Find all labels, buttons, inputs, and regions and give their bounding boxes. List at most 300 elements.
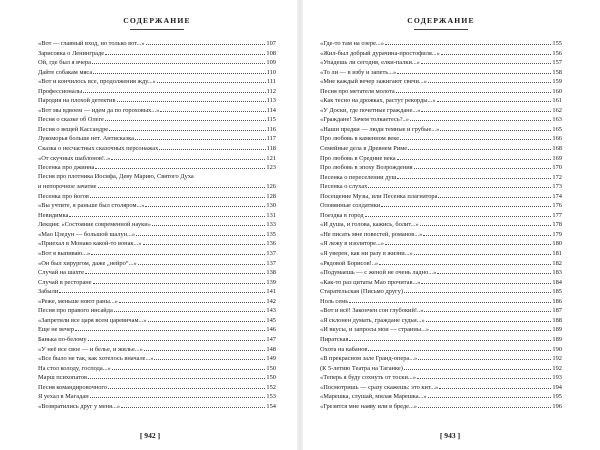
toc-leader-dots — [105, 48, 265, 55]
toc-entry-page: 174 — [552, 192, 562, 200]
toc-entry-page: 150 — [266, 364, 276, 372]
toc-entry — [38, 172, 276, 182]
toc-entry — [38, 267, 276, 277]
toc-entry-title: «Где-то там на озере...» — [320, 40, 384, 47]
toc-entry-page: 195 — [552, 393, 562, 401]
toc-entry-page: 184 — [552, 278, 562, 286]
toc-entry-title: «Вот мы вдвоем — идем да по гороховых...» — [38, 106, 160, 114]
toc-entry-title: «Возвратились друг у меня...» — [38, 402, 121, 410]
toc-leader-dots — [152, 219, 266, 226]
toc-entry — [320, 229, 562, 239]
toc-entry — [320, 363, 562, 373]
toc-leader-dots — [136, 229, 265, 236]
toc-entry — [320, 286, 562, 296]
toc-entry — [38, 372, 276, 382]
toc-entry — [38, 401, 276, 411]
toc-entry-page: 160 — [552, 87, 562, 95]
toc-entry-title: «Приехал в Монако какой-то вонак...» — [38, 240, 142, 248]
toc-entry — [38, 324, 276, 334]
toc-entry-title: «Все было не так, как хотелось вначале...» — [38, 355, 154, 363]
toc-entry — [38, 363, 276, 373]
toc-entry-title: «Грезится мне наяву или в бреде...» — [320, 402, 417, 410]
toc-entry — [38, 67, 276, 77]
toc-leader-dots — [148, 315, 266, 322]
toc-leader-dots — [157, 76, 266, 83]
toc-entry — [320, 382, 562, 392]
toc-leader-dots — [121, 401, 265, 408]
toc-leader-dots — [146, 38, 266, 45]
toc-entry-page: 173 — [552, 183, 562, 191]
toc-entry-title: Невидимка — [38, 211, 69, 219]
toc-leader-dots — [424, 305, 551, 312]
toc-entry-title: Песенка о переселении душ — [320, 173, 397, 181]
toc-entry-page: 111 — [266, 78, 276, 86]
toc-leader-dots — [88, 372, 265, 379]
toc-entry-page: 130 — [266, 202, 276, 210]
toc-entry-title: Про любовь в Средние века — [320, 154, 396, 162]
toc-entry-title: Зарисовка о Ленинграде — [38, 49, 105, 57]
toc-entry-page: 153 — [266, 393, 276, 401]
toc-entry-title: Песенка про йогов — [38, 192, 89, 200]
toc-entry-page: 135 — [266, 230, 276, 238]
toc-entry-page: 157 — [552, 59, 562, 67]
toc-entry — [38, 143, 276, 153]
toc-entry — [320, 153, 562, 163]
toc-entry-page: 149 — [266, 355, 276, 363]
toc-entry-title: Случай на шахте — [38, 269, 84, 277]
toc-leader-dots — [428, 76, 552, 83]
toc-entry-page: 112 — [266, 87, 276, 95]
toc-entry-page: 158 — [552, 68, 562, 76]
toc-entry-title: «Как-то раз цитаты Мао прочитав...» — [320, 278, 421, 286]
toc-entry — [320, 67, 562, 77]
toc-entry-title: «Упадешь ли сегодня, елки-палки...» — [320, 59, 420, 67]
toc-entry-title: Ой, где был я вчера — [38, 59, 91, 67]
toc-leader-dots — [98, 181, 266, 188]
toc-entry-page: 114 — [266, 106, 276, 114]
toc-leader-dots — [396, 86, 552, 93]
toc-entry-title: Семейные дела в Древнем Риме — [320, 145, 408, 153]
toc-entry-title: «Жил-был добрый дурачина-простофиля...» — [320, 49, 440, 57]
toc-entry-page: 181 — [552, 250, 562, 258]
toc-entry — [320, 172, 562, 182]
toc-leader-dots — [105, 114, 266, 121]
toc-entry-title: «Посмотришь — сразу скажешь: это кит...» — [320, 383, 439, 391]
toc-entry — [320, 38, 562, 48]
toc-leader-dots — [417, 372, 551, 379]
toc-entry-page: 146 — [266, 326, 276, 334]
toc-entry-title: «Теперь я буду сохнуть от тоски...» — [320, 374, 416, 382]
toc-entry-title: Песня про правого инсайда — [38, 307, 113, 315]
toc-entry-title: Оловянные солдатики — [320, 202, 381, 210]
toc-entry — [38, 382, 276, 392]
toc-leader-dots — [145, 200, 265, 207]
toc-entry-page: 180 — [552, 240, 562, 248]
toc-entry-title: Дайте собакам мяса — [38, 68, 93, 76]
toc-entry-title: «И душа, и голова, кажись, болит...» — [320, 221, 419, 229]
toc-entry — [320, 219, 562, 229]
toc-entry-title: Еще не вечер — [38, 326, 75, 334]
toc-entry — [38, 344, 276, 354]
toc-entry-page: 165 — [552, 125, 562, 133]
toc-leader-dots — [421, 277, 551, 284]
toc-entry — [320, 334, 562, 344]
toc-leader-dots — [83, 86, 265, 93]
toc-entry-title: Старательская (Письмо другу) — [320, 288, 403, 296]
toc-entry-page: 188 — [552, 316, 562, 324]
toc-entry-page: 194 — [552, 383, 562, 391]
toc-entry-title: «У неё все свое — и белье, и жилье...» — [38, 345, 143, 353]
toc-entry-page: 185 — [552, 288, 562, 296]
toc-entry-title: «Граждане! Зачем толкаетесь?..» — [320, 116, 409, 124]
toc-entry-title: Сказка о несчастных сказочных персонажах — [38, 145, 159, 153]
toc-entry-title: Песня про метателя молота — [320, 87, 395, 95]
toc-leader-dots — [379, 258, 551, 265]
toc-entry-page: 156 — [552, 49, 562, 57]
toc-leader-dots — [59, 286, 265, 293]
toc-entry — [38, 248, 276, 258]
toc-entry — [38, 334, 276, 344]
toc-entry-title: «То ли — в избу и запеть...» — [320, 68, 397, 76]
toc-entry — [38, 38, 276, 48]
toc-leader-dots — [112, 363, 266, 370]
toc-entry — [320, 57, 562, 67]
toc-entry-title: «Как тесно на дрожках, растут рекорды...» — [320, 97, 436, 105]
toc-entry-page: 179 — [552, 230, 562, 238]
toc-entry — [38, 315, 276, 325]
toc-leader-dots — [368, 344, 551, 351]
toc-entry — [320, 315, 562, 325]
toc-entry-title: «Подумаешь — с женой не очень ладно...» — [320, 269, 437, 277]
toc-entry-page: 168 — [552, 145, 562, 153]
toc-entry-page: 192 — [552, 355, 562, 363]
toc-leader-dots — [135, 133, 266, 140]
toc-entry — [320, 210, 562, 220]
toc-entry — [38, 277, 276, 287]
toc-entry — [38, 391, 276, 401]
toc-entry-title: «У Доски, где почетные граждане...» — [320, 106, 421, 114]
toc-entry-title: Ноль семь — [320, 297, 349, 305]
toc-entry-title: «Я уверен, как ни разу в жизни...» — [320, 250, 413, 258]
toc-entry — [320, 76, 562, 86]
toc-entry-title: Охота на кабанов — [320, 345, 368, 353]
toc-leader-dots — [381, 200, 551, 207]
toc-entry-page: 172 — [552, 173, 562, 181]
toc-leader-dots — [423, 229, 551, 236]
toc-entry-page: 126 — [266, 183, 276, 191]
toc-entry — [38, 229, 276, 239]
toc-entry-page: 118 — [266, 145, 276, 153]
toc-leader-dots — [195, 172, 275, 178]
toc-entry-title: «Вот — главный вход, но только вот...» — [38, 40, 145, 47]
toc-leader-dots — [404, 286, 551, 293]
toc-entry — [38, 219, 276, 229]
toc-entry-title: Забыли — [38, 288, 59, 296]
toc-leader-dots — [421, 57, 552, 64]
toc-entry-page: 182 — [552, 259, 562, 267]
toc-entry — [320, 324, 562, 334]
toc-entry-title: Песня про плотника Иосифа, Деву Марию, Святого Духа — [38, 172, 194, 180]
toc-entry-page: 152 — [266, 383, 276, 391]
toc-entry-page: 121 — [266, 154, 276, 162]
toc-entry — [320, 162, 562, 172]
toc-entry-title: «Марешка, слушай, милая Марешка...» — [320, 393, 427, 401]
toc-entry-page: 170 — [552, 164, 562, 172]
right-page — [300, 0, 600, 450]
toc-entry-title: «Вот и всё! Закончен сон глубокий!..» — [320, 307, 424, 315]
toc-leader-dots — [439, 382, 551, 389]
toc-entry — [38, 200, 276, 210]
toc-entry — [320, 267, 562, 277]
toc-entry — [38, 95, 276, 105]
toc-entry-page: 155 — [552, 40, 562, 47]
toc-entry-title: На стол колоду, господа...» — [38, 364, 111, 372]
toc-entry-page: 192 — [552, 364, 562, 372]
toc-entry — [320, 114, 562, 124]
toc-leader-dots — [440, 124, 551, 131]
toc-leader-dots — [414, 248, 552, 255]
toc-entry-page: 133 — [266, 221, 276, 229]
toc-leader-dots — [154, 353, 265, 360]
toc-leader-dots — [160, 105, 265, 112]
toc-leader-dots — [69, 210, 265, 217]
toc-entry-page: 183 — [552, 269, 562, 277]
toc-leader-dots — [421, 105, 551, 112]
toc-leader-dots — [143, 238, 266, 245]
toc-leader-dots — [418, 401, 551, 408]
toc-entry-page: 177 — [552, 211, 562, 219]
toc-entry-title: Пиратская — [320, 335, 349, 343]
toc-entry-title: Песня командировочного — [38, 383, 108, 391]
toc-leader-dots — [85, 267, 265, 274]
toc-entry — [38, 238, 276, 248]
toc-entry-page: 143 — [266, 307, 276, 315]
toc-entry-title: Лукоморья больше нет. Антисказка — [38, 135, 134, 143]
toc-entry-title: «От скучных шаблонов!..» — [38, 154, 111, 162]
toc-leader-dots — [426, 315, 552, 322]
toc-entry — [38, 296, 276, 306]
toc-entry — [320, 238, 562, 248]
toc-entry — [38, 162, 276, 172]
toc-entry-title: «Он был хирургом, даже „нейро“...» — [38, 259, 137, 267]
right-page-number: [ 943 ] — [439, 431, 461, 440]
toc-leader-dots — [397, 172, 551, 179]
toc-entry — [320, 124, 562, 134]
toc-entry — [320, 86, 562, 96]
toc-entry-page: 137 — [266, 259, 276, 267]
toc-entry-page: 147 — [266, 335, 276, 343]
toc-entry — [320, 143, 562, 153]
toc-entry — [320, 200, 562, 210]
toc-entry-page: 190 — [552, 345, 562, 353]
toc-entry-page: 159 — [552, 78, 562, 86]
toc-leader-dots — [75, 324, 265, 331]
toc-entry-page: 150 — [266, 374, 276, 382]
toc-leader-dots — [437, 267, 551, 274]
toc-leader-dots — [349, 296, 551, 303]
toc-leader-dots — [117, 95, 266, 102]
toc-leader-dots — [93, 67, 265, 74]
toc-entry — [320, 372, 562, 382]
toc-entry-page: 161 — [552, 97, 562, 105]
toc-entry-page: 113 — [266, 97, 276, 105]
toc-entry — [320, 296, 562, 306]
toc-entry — [38, 305, 276, 315]
toc-entry-page: 193 — [552, 374, 562, 382]
toc-entry-page: 189 — [552, 335, 562, 343]
toc-entry-title: «Запретили все царя всем царевичам...» — [38, 316, 147, 324]
toc-entry-title: «Мне каждый вечер зажигают свечи...» — [320, 78, 427, 86]
toc-leader-dots — [90, 391, 266, 398]
toc-leader-dots — [349, 334, 551, 341]
toc-entry-page: 148 — [266, 345, 276, 353]
toc-entry-page: 117 — [266, 135, 276, 143]
toc-entry-page: 110 — [266, 68, 276, 76]
toc-leader-dots — [414, 162, 552, 169]
toc-entry — [320, 277, 562, 287]
toc-entry-page: 178 — [552, 221, 562, 229]
toc-entry — [320, 191, 562, 201]
toc-entry — [38, 124, 276, 134]
toc-leader-dots — [408, 143, 551, 150]
toc-entry-page: 116 — [266, 125, 276, 133]
toc-entry-title: «Рядовой Борисов!..» — [320, 259, 379, 267]
toc-entry-title: Пародия на плохой детектив — [38, 97, 116, 105]
toc-entry-page: 166 — [552, 135, 562, 143]
toc-entry-page: 189 — [552, 326, 562, 334]
toc-entry — [320, 95, 562, 105]
toc-entry-title: «И вкусы, и запросы мои — странны...» — [320, 326, 430, 334]
toc-leader-dots — [114, 305, 266, 312]
toc-entry — [38, 57, 276, 67]
toc-entry-title: и непорочное зачатие — [38, 183, 97, 191]
toc-entry-title: (К 5-летию Театра на Таганке) — [320, 364, 403, 372]
toc-leader-dots — [438, 191, 551, 198]
toc-entry-page: 131 — [266, 211, 276, 219]
toc-entry-title: Песня о вещей Кассандре — [38, 125, 109, 133]
toc-entry-page: 196 — [552, 402, 562, 410]
toc-entry — [320, 48, 562, 58]
toc-leader-dots — [95, 162, 265, 169]
toc-leader-dots — [397, 67, 551, 74]
toc-entry-page: 176 — [552, 202, 562, 210]
toc-leader-dots — [365, 210, 552, 217]
toc-leader-dots — [430, 324, 551, 331]
toc-entry-title: Песня о сказке об Олеге — [38, 116, 104, 124]
toc-leader-dots — [90, 191, 265, 198]
toc-leader-dots — [109, 124, 266, 131]
toc-entry — [320, 305, 562, 315]
left-running-header: СОДЕРЖАНИЕ — [123, 16, 191, 25]
toc-leader-dots — [159, 143, 265, 150]
toc-entry-title: Лекция: «Состояние современной науки» — [38, 221, 151, 229]
toc-entry-page: 154 — [266, 402, 276, 410]
toc-entry-page: 145 — [266, 316, 276, 324]
toc-entry-title: «Не писать мне повестей, романов...» — [320, 230, 423, 238]
toc-entry — [320, 105, 562, 115]
toc-entry — [320, 401, 562, 411]
toc-leader-dots — [385, 38, 552, 45]
toc-entry — [38, 181, 276, 191]
toc-leader-dots — [404, 363, 552, 370]
toc-entry — [320, 344, 562, 354]
toc-entry — [38, 76, 276, 86]
toc-leader-dots — [428, 391, 552, 398]
right-toc-list — [320, 38, 562, 410]
toc-entry-title: Песенка о слухах — [320, 183, 368, 191]
toc-entry-page: 138 — [266, 269, 276, 277]
toc-entry-page: 136 — [266, 240, 276, 248]
toc-entry-title: «Реже, меньше ноют раны...» — [38, 297, 118, 305]
toc-entry-title: «Вот и кончилось все, продолжения жду...» — [38, 78, 156, 86]
toc-entry — [320, 353, 562, 363]
toc-leader-dots — [93, 277, 266, 284]
right-header-rule — [414, 29, 468, 30]
toc-entry — [38, 353, 276, 363]
toc-leader-dots — [138, 258, 266, 265]
toc-entry-title: «Вот я выпиваю...» — [38, 250, 91, 258]
toc-leader-dots — [437, 95, 552, 102]
toc-entry — [38, 258, 276, 268]
toc-leader-dots — [385, 238, 551, 245]
toc-entry-page: 169 — [552, 154, 562, 162]
toc-leader-dots — [420, 219, 552, 226]
toc-entry-title: «Мао Цзедун — большой шалун...» — [38, 230, 136, 238]
toc-entry-title: Посещение Музы, или Песенка плагиатора — [320, 192, 438, 200]
toc-entry — [320, 133, 562, 143]
toc-leader-dots — [111, 153, 265, 160]
toc-leader-dots — [88, 334, 266, 341]
toc-entry-page: 163 — [552, 116, 562, 124]
toc-leader-dots — [418, 353, 551, 360]
toc-entry — [320, 248, 562, 258]
toc-entry-title: «Наши предки — люди темные и грубые...» — [320, 125, 440, 133]
toc-entry-page: 162 — [552, 106, 562, 114]
toc-leader-dots — [397, 153, 552, 160]
toc-entry — [38, 48, 276, 58]
toc-entry-title: «Вы учтите, я раньше был столяром...» — [38, 202, 145, 210]
toc-entry-title: Про любовь в каменном веке — [320, 135, 400, 143]
toc-leader-dots — [108, 382, 265, 389]
toc-entry-page: 186 — [552, 297, 562, 305]
toc-entry-title: Банька по-белому — [38, 335, 87, 343]
toc-entry-page: 109 — [266, 59, 276, 67]
toc-entry-title: «В прекрасном зале Гранд-опера...» — [320, 355, 418, 363]
toc-leader-dots — [119, 296, 266, 303]
toc-leader-dots — [144, 344, 266, 351]
toc-entry — [320, 391, 562, 401]
toc-leader-dots — [91, 248, 265, 255]
toc-leader-dots — [400, 133, 551, 140]
toc-entry — [38, 133, 276, 143]
left-toc-list — [38, 38, 276, 410]
left-page-number: [ 942 ] — [139, 431, 161, 440]
left-header-rule — [130, 29, 184, 30]
toc-entry — [38, 191, 276, 201]
toc-entry — [38, 114, 276, 124]
toc-entry — [320, 181, 562, 191]
toc-entry-page: 187 — [552, 307, 562, 315]
toc-entry-title: Песенка про джинна — [38, 164, 95, 172]
toc-entry-title: «Я лежу в изоляторе...» — [320, 240, 384, 248]
toc-entry — [38, 153, 276, 163]
toc-entry-page: 141 — [266, 288, 276, 296]
toc-entry-page: 107 — [266, 40, 276, 47]
toc-entry-title: Поездка в город — [320, 211, 364, 219]
toc-entry-title: Марш психопатов — [38, 374, 88, 382]
toc-entry-title: Случай в ресторане — [38, 278, 92, 286]
toc-leader-dots — [441, 48, 552, 55]
